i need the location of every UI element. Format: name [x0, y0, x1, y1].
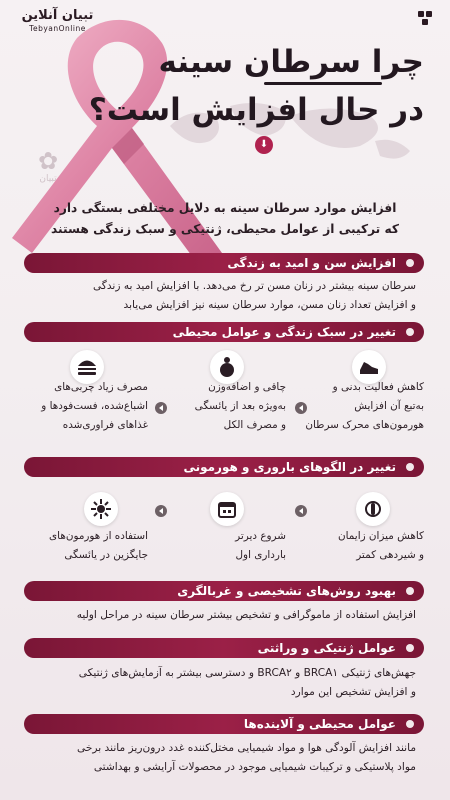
intro-text: [22, 198, 428, 240]
section-title: عوامل ژنتیکی و وراثتی: [257, 641, 396, 655]
factor-line: بارداری اول: [235, 549, 286, 561]
body-line: سرطان سینه بیشتر در زنان مسن تر رخ می‌دهد. با افزایش امید به زندگی: [92, 280, 416, 292]
chevron-down-icon: ⬇: [259, 139, 269, 150]
factor-line: غذاهای فراوری‌شده: [62, 419, 148, 431]
body-line: مانند افزایش آلودگی هوا و مواد شیمیایی مختل‌کننده غدد درون‌ریز مانند برخی: [77, 742, 416, 754]
factor-line: به‌تبع آن افزایش: [354, 400, 424, 412]
section-title: تغییر در سبک زندگی و عوامل محیطی: [172, 325, 396, 339]
section-title: افزایش سن و امید به زندگی: [227, 256, 396, 270]
bullet-dot-icon: [406, 259, 414, 267]
factor-line: هورمون‌های محرک سرطان: [305, 419, 424, 431]
factor-line: چاقی و اضافه‌وزن: [208, 381, 286, 393]
section-header-reproductive: [24, 457, 424, 477]
factor-line: به‌ویژه بعد از یائسگی: [194, 400, 286, 412]
body-line: و افزایش تعداد زنان مسن، موارد سرطان سینه نیز افزایش می‌یابد: [123, 299, 416, 311]
page-title-line1: چرا سرطان سینه: [158, 44, 424, 80]
bullet-dot-icon: [406, 644, 414, 652]
factor-line: اشباع‌شده، فست‌فودها و: [41, 400, 148, 412]
bullet-dot-icon: [406, 720, 414, 728]
factor-line: استفاده از هورمون‌های: [49, 530, 148, 542]
chevron-left-icon: [295, 505, 307, 517]
factor-text-obesity: [166, 378, 286, 435]
baby-bottle-icon: [356, 492, 390, 526]
page-title-line2: در حال افزایش است؟: [88, 92, 424, 128]
factor-line: مصرف زیاد چربی‌های: [54, 381, 148, 393]
hormone-molecule-icon: [84, 492, 118, 526]
section-header-lifestyle: [24, 322, 424, 342]
section-header-age: [24, 253, 424, 273]
watermark: [28, 148, 68, 184]
brand-name-en: TebyanOnline: [29, 24, 86, 33]
watermark-text: تبیان: [39, 174, 57, 184]
chevron-left-icon: [155, 505, 167, 517]
intro-line: که ترکیبی از عوامل محیطی، ژنتیکی و سبک زندگی هستند: [51, 222, 399, 236]
calendar-icon: [210, 492, 244, 526]
brand-logo-mark-icon: [416, 9, 438, 27]
body-line: و افزایش تشخیص این موارد: [290, 686, 416, 698]
factor-text-activity: [304, 378, 424, 435]
body-line: افزایش استفاده از ماموگرافی و تشخیص بیشتر سرطان سینه در مراحل اولیه: [76, 609, 416, 621]
bullet-dot-icon: [406, 328, 414, 336]
section-title: تغییر در الگوهای باروری و هورمونی: [183, 460, 396, 474]
factor-line: جایگزین در یائسگی: [64, 549, 148, 561]
bullet-dot-icon: [406, 587, 414, 595]
factor-text-breastfeeding: [304, 527, 424, 565]
factor-line: و مصرف الکل: [223, 419, 286, 431]
brand-name-fa: تبیان آنلاین: [21, 8, 94, 23]
section-header-pollution: [24, 714, 424, 734]
factor-line: شروع دیرتر: [235, 530, 286, 542]
watermark-logo-icon: ✿: [37, 147, 59, 175]
factor-line: کاهش فعالیت بدنی و: [332, 381, 424, 393]
intro-line: افزایش موارد سرطان سینه به دلایل مختلفی بستگی دارد: [53, 201, 397, 215]
section-title: عوامل محیطی و آلاینده‌ها: [243, 717, 396, 731]
bullet-dot-icon: [406, 463, 414, 471]
chevron-left-icon: [295, 402, 307, 414]
factor-text-late-pregnancy: [166, 527, 286, 565]
section-body-screening: [24, 606, 424, 625]
body-line: جهش‌های ژنتیکی BRCA۱ و BRCA۲ و دسترسی بیشتر به آزمایش‌های ژنتیکی: [78, 667, 416, 679]
section-body-genetic: [24, 664, 424, 702]
section-body-pollution: [24, 739, 424, 777]
scroll-down-button[interactable]: [255, 136, 273, 154]
factor-line: کاهش میزان زایمان: [338, 530, 424, 542]
section-title: بهبود روش‌های تشخیصی و غربالگری: [177, 584, 396, 598]
section-header-screening: [24, 581, 424, 601]
factor-line: و شیردهی کمتر: [356, 549, 424, 561]
chevron-left-icon: [155, 402, 167, 414]
section-header-genetic: [24, 638, 424, 658]
body-line: مواد پلاستیکی و ترکیبات شیمیایی موجود در محصولات آرایشی و بهداشتی: [93, 761, 416, 773]
factor-text-diet: [28, 378, 148, 435]
factor-text-hrt: [28, 527, 148, 565]
section-body-age: [24, 277, 424, 315]
title-underline: [264, 82, 382, 85]
